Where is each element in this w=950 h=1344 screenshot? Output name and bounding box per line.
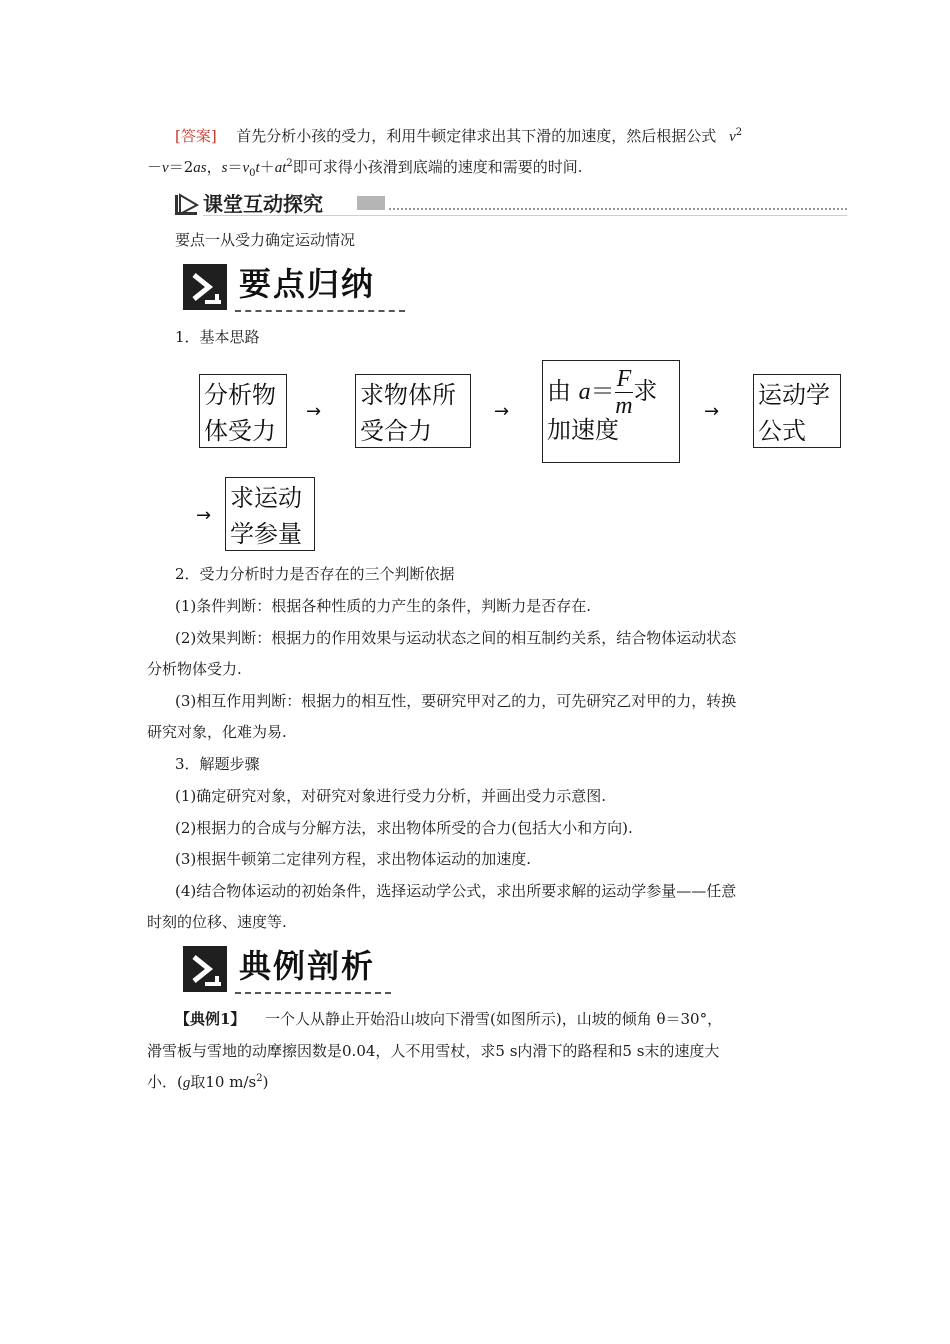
answer-line-1: [答案] 首先分析小孩的受力，利用牛顿定律求出其下滑的加速度，然后根据公式 $v^2$ (175, 127, 743, 145)
item3-p1: (1)确定研究对象，对研究对象进行受力分析，并画出受力示意图. (175, 787, 607, 805)
formula-s: s (221, 160, 228, 176)
item2-title: 2．受力分析时力是否存在的三个判断依据 (175, 565, 455, 583)
example-line-2: 滑雪板与雪地的动摩擦因数是0.04，人不用雪杖，求5 s内滑下的路程和5 s末的速度大 (147, 1042, 720, 1060)
formula-as: as (193, 160, 207, 176)
formula-plus: ＋ (259, 158, 275, 176)
example-g: g (182, 1075, 191, 1091)
formula-eq: ＝2 (168, 158, 194, 176)
flow-arrow-2: → (494, 401, 510, 422)
formula-eq2: ＝ (227, 158, 243, 176)
flow-box3-pre: 由 (547, 377, 571, 405)
section-header (175, 191, 847, 217)
item2-p3a: (3)相互作用判断：根据力的相互性，要研究甲对乙的力，可先研究乙对甲的力，转换 (175, 692, 737, 710)
section-grey-bar (357, 196, 385, 210)
flow-arrow-1: → (306, 401, 322, 422)
flow-box3-post: 求 (633, 377, 658, 405)
flow-box-kinematics (753, 374, 841, 448)
header-example (183, 944, 391, 996)
header-key-summary-dash (235, 310, 405, 312)
fraction-denominator: m (615, 392, 633, 419)
formula-sep: ， (206, 158, 222, 176)
answer-text-1: 首先分析小孩的受力，利用牛顿定律求出其下滑的加速度，然后根据公式 (236, 127, 717, 145)
header-example-title: 典例剖析 (239, 947, 376, 985)
header-example-dash (235, 992, 391, 994)
section-underline (203, 215, 847, 216)
flow-box4-line1: 运动学 (758, 381, 830, 409)
flow-box-net-force (355, 374, 471, 448)
answer-text-2: 即可求得小孩滑到底端的速度和需要的时间. (292, 158, 583, 176)
flow-box3-eq: ＝ (590, 377, 615, 405)
item1-title: 1．基本思路 (175, 328, 260, 346)
example-line-1 (175, 1009, 722, 1029)
key-point-title: 要点一从受力确定运动情况 (175, 231, 356, 249)
example-line3-end: ) (262, 1073, 269, 1091)
example-line3-pre: 小．( (147, 1073, 183, 1091)
fraction-numerator: F (616, 365, 632, 392)
example-line-3 (147, 1072, 268, 1093)
section-dotted-line (389, 208, 847, 210)
item3-p4a: (4)结合物体运动的初始条件，选择运动学公式，求出所要求解的运动学参量——任意 (175, 882, 737, 900)
formula-at: at (274, 160, 287, 176)
example-line3-post: 取10 m/s (190, 1073, 257, 1091)
flow-box4-line2: 公式 (758, 417, 806, 445)
flow-box1-line2: 体受力 (204, 417, 276, 445)
flow-arrow-3: → (704, 401, 720, 422)
flow-box-analyze-force (199, 374, 287, 448)
chevron-right-icon (183, 946, 227, 992)
flow-box3-line2: 加速度 (547, 416, 619, 444)
flow-box1-line1: 分析物 (204, 381, 276, 409)
item3-p3: (3)根据牛顿第二定律列方程，求出物体运动的加速度. (175, 850, 532, 868)
play-arrow-icon (175, 193, 199, 215)
chevron-right-icon (183, 264, 227, 310)
item3-p2: (2)根据力的合成与分解方法，求出物体所受的合力(包括大小和方向). (175, 819, 633, 837)
formula-sub0: 0 (249, 168, 256, 179)
flow-box2-line2: 受合力 (360, 417, 432, 445)
formula-v0: v (242, 160, 250, 176)
minus-sign: － (147, 158, 163, 176)
flow-box5-line1: 求运动 (230, 484, 302, 512)
example-text-1: 一个人从静止开始沿山坡向下滑雪(如图所示)，山坡的倾角 θ＝30°， (265, 1010, 723, 1028)
example-label: 【典例1】 (175, 1010, 246, 1028)
section-title: 课堂互动探究 (203, 192, 323, 216)
item2-p1: (1)条件判断：根据各种性质的力产生的条件，判断力是否存在. (175, 597, 592, 615)
item3-p4b: 时刻的位移、速度等. (147, 913, 287, 931)
flow-box5-line2: 学参量 (230, 520, 302, 548)
formula-t: t (255, 160, 260, 176)
flow-box-kinematic-params (225, 477, 315, 551)
example-sup: 2 (256, 1073, 263, 1084)
answer-line-2: －v＝2as，$s=v_0t+at^2$即可求得小孩滑到底端的速度和需要的时间. (147, 158, 583, 179)
flow-arrow-4: → (196, 505, 212, 526)
flow-box3-fraction (615, 366, 634, 419)
flow-box3-a: a (578, 379, 591, 405)
formula-v: v (729, 129, 736, 145)
formula-v2: v (162, 160, 169, 176)
flow-box-acceleration (542, 360, 680, 463)
header-key-summary-title: 要点归纳 (239, 265, 376, 303)
header-key-summary (183, 262, 405, 314)
item2-p2b: 分析物体受力. (147, 660, 242, 678)
item3-title: 3．解题步骤 (175, 755, 260, 773)
item2-p3b: 研究对象，化难为易. (147, 723, 287, 741)
answer-label: [答案] (175, 127, 217, 145)
flow-box2-line1: 求物体所 (360, 381, 456, 409)
item2-p2a: (2)效果判断：根据力的作用效果与运动状态之间的相互制约关系，结合物体运动状态 (175, 629, 737, 647)
